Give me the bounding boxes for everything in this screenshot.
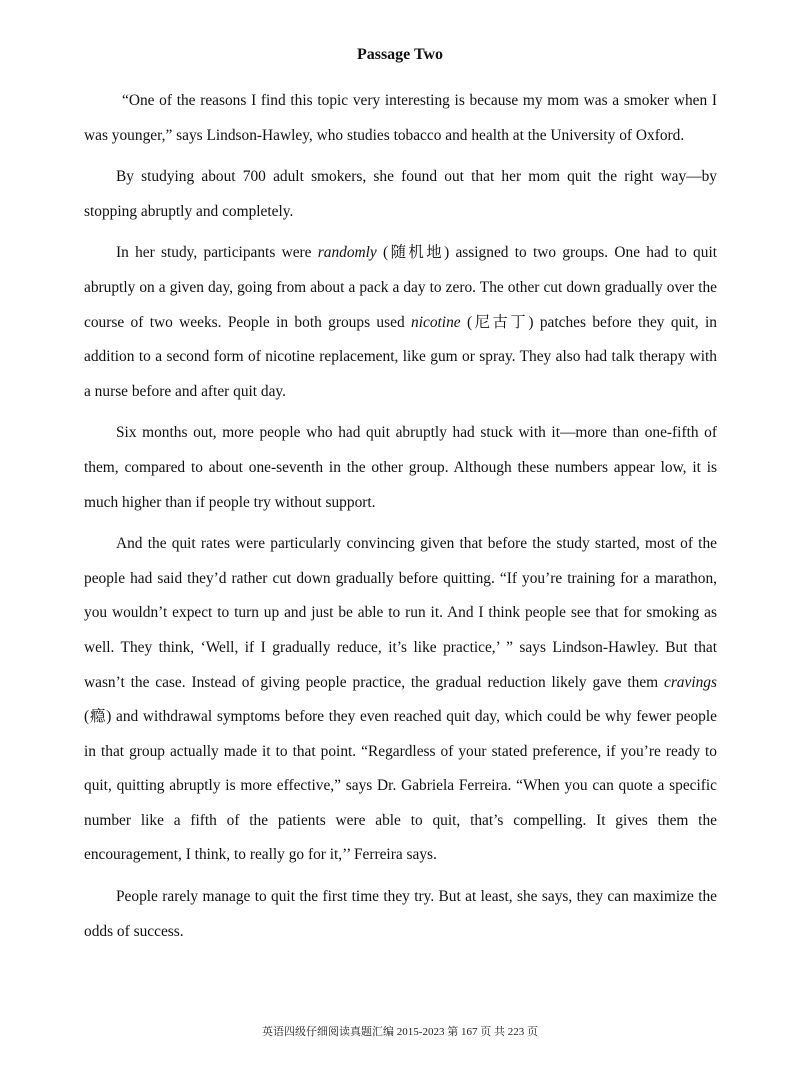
paragraph-text: (随机地) assigned to two groups. One had to quit abruptly on a given day, going from about a pack a day to zero. The other cut down gradually over the course of two weeks. People in both groups used	[84, 244, 717, 331]
glossed-term: nicotine	[411, 313, 461, 331]
glossed-term: randomly	[317, 244, 377, 262]
paragraph-text: “One of the reasons I find this topic very interesting is because my mom was a smoker when I was younger,” says Lindson-Hawley, who studies tobacco and health at the University of Oxford.	[84, 92, 717, 144]
glossed-term: cravings	[663, 673, 717, 691]
paragraph	[84, 84, 717, 153]
passage-body	[84, 84, 717, 956]
paragraph	[84, 160, 717, 229]
paragraph	[84, 236, 717, 409]
passage-title: Passage Two	[356, 46, 444, 63]
paragraph-text: In her study, participants were	[116, 244, 318, 262]
paragraph-text: By studying about 700 adult smokers, she found out that her mom quit the right way—by stopping abruptly and completely.	[84, 168, 717, 220]
paragraph	[84, 416, 717, 520]
paragraph-text: (瘾) and withdrawal symptoms before they even reached quit day, which could be why fewer people in that group actually made it to that point. “Regardless of your stated preference, if you’re ready to quit, quitting abruptly is more effective,” says Dr. Gabriela Ferreira. “When you can quote a specific number like a fifth of the patients were able to quit, that’s compelling. It gives them the encouragement, I think, to really go for it,’’ Ferreira says.	[84, 708, 717, 864]
page-footer: 英语四级仔细阅读真题汇编 2015-2023 第 167 页 共 223 页	[262, 1026, 538, 1038]
paragraph-text: Six months out, more people who had quit abruptly had stuck with it—more than one-fifth of them, compared to about one-seventh in the other group. Although these numbers appear low, it is much higher than if people try without support.	[84, 424, 717, 511]
paragraph	[84, 880, 717, 949]
paragraph	[84, 527, 717, 873]
paragraph-text: People rarely manage to quit the first time they try. But at least, she says, they can maximize the odds of success.	[84, 888, 717, 940]
paragraph-text: (尼古丁) patches before they quit, in addition to a second form of nicotine replacement, like gum or spray. They also had talk therapy with a nurse before and after quit day.	[84, 313, 717, 400]
paragraph-text: And the quit rates were particularly convincing given that before the study started, most of the people had said they’d rather cut down gradually before quitting. “If you’re training for a marathon, you wouldn’t expect to turn up and just be able to run it. And I think people see that for smoking as well. They think, ‘Well, if I gradually reduce, it’s like practice,’ ” says Lindson-Hawley. But that wasn’t the case. Instead of giving people practice, the gradual reduction likely gave them	[84, 535, 717, 691]
